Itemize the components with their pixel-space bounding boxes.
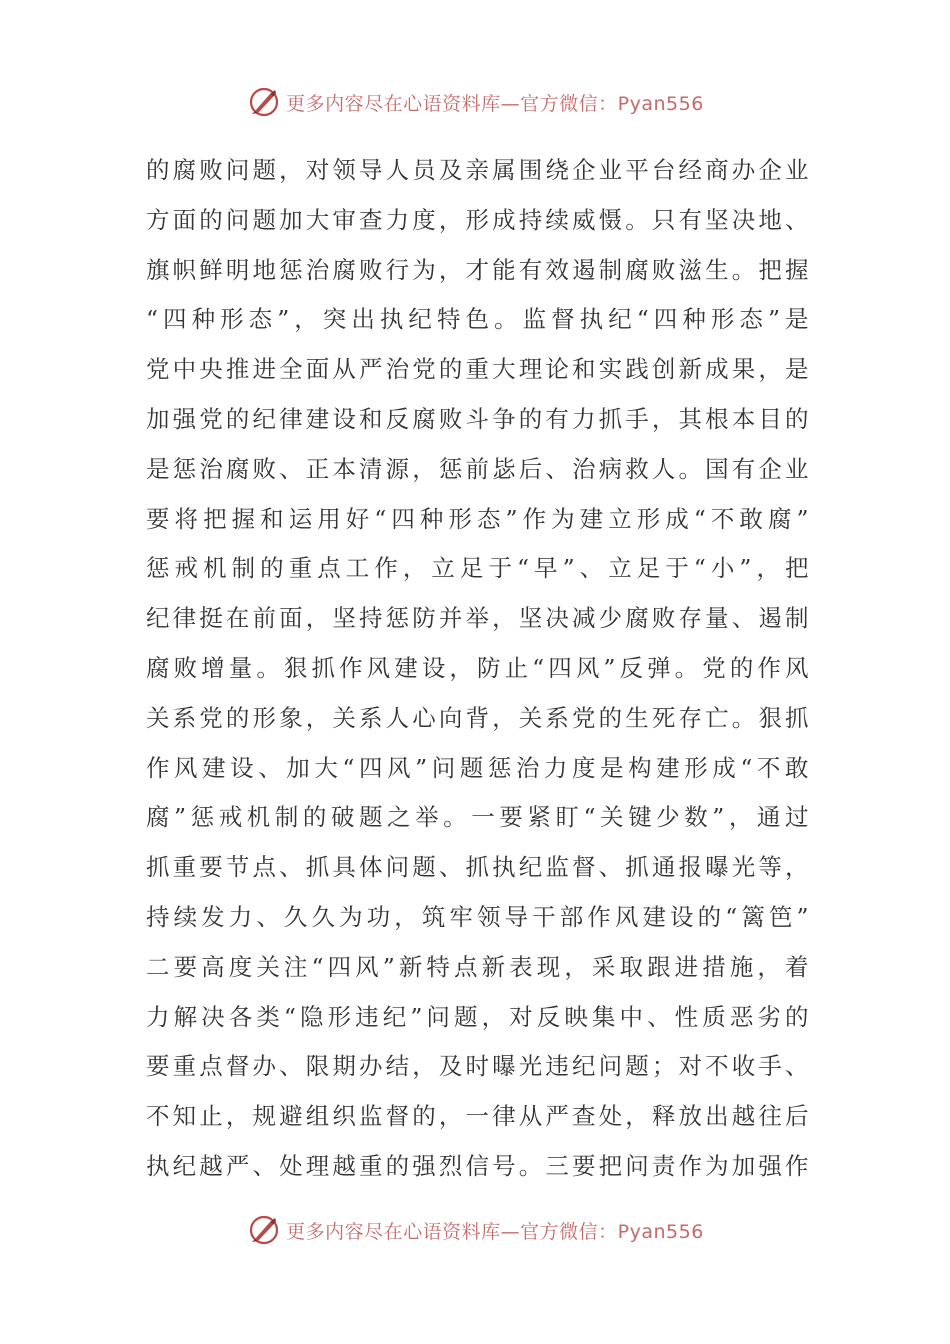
text-line: 要将把握和运用好“四种形态”作为建立形成“不敢腐” xyxy=(146,504,810,533)
text-line: 的腐败问题，对领导人员及亲属围绕企业平台经商办企业 xyxy=(146,156,810,184)
text-line: 持续发力、久久为功，筑牢领导干部作风建设的“篱笆” xyxy=(146,902,810,931)
text-line: 执纪越严、处理越重的强烈信号。三要把问责作为加强作 xyxy=(146,1151,810,1180)
text-line: 要重点督办、限期办结，及时曝光违纪问题；对不收手、 xyxy=(146,1052,810,1081)
text-line: 腐”惩戒机制的破题之举。一要紧盯“关键少数”，通过 xyxy=(146,803,810,832)
header-banner xyxy=(0,80,950,124)
banner-dash: — xyxy=(500,92,521,115)
text-line: 加强党的纪律建设和反腐败斗争的有力抓手，其根本目的 xyxy=(146,404,810,433)
footer-banner-text xyxy=(286,1217,704,1244)
banner-title: 更多内容尽在心语资料库 xyxy=(286,1220,501,1243)
text-line: 抓重要节点、抓具体问题、抓执纪监督、抓通报曝光等， xyxy=(146,853,810,882)
pen-logo-icon xyxy=(246,1212,282,1248)
banner-title: 更多内容尽在心语资料库 xyxy=(286,92,501,115)
header-banner-text xyxy=(286,89,704,116)
text-line: 党中央推进全面从严治党的重大理论和实践创新成果，是 xyxy=(146,355,810,384)
text-line: 不知止，规避组织监督的，一律从严查处，释放出越往后 xyxy=(146,1102,810,1131)
text-line: 力解决各类“隐形违纪”问题，对反映集中、性质恶劣的 xyxy=(146,1002,810,1031)
banner-wechat: 官方微信：Pyan556 xyxy=(520,1220,704,1243)
document-body xyxy=(146,146,810,1192)
pen-logo-icon xyxy=(246,84,282,120)
text-line: 惩戒机制的重点工作，立足于“早”、立足于“小”，把 xyxy=(146,554,810,583)
text-line: 纪律挺在前面，坚持惩防并举，坚决减少腐败存量、遏制 xyxy=(146,604,810,633)
text-line: 是惩治腐败、正本清源，惩前毖后、治病救人。国有企业 xyxy=(146,454,810,483)
text-line: 旗帜鲜明地惩治腐败行为，才能有效遏制腐败滋生。把握 xyxy=(146,255,810,284)
text-line: 关系党的形象，关系人心向背，关系党的生死存亡。狠抓 xyxy=(146,703,810,732)
text-line: 作风建设、加大“四风”问题惩治力度是构建形成“不敢 xyxy=(146,753,810,782)
text-line: “四种形态”，突出执纪特色。监督执纪“四种形态”是 xyxy=(146,305,810,334)
text-line: 二要高度关注“四风”新特点新表现，采取跟进措施，着 xyxy=(146,952,810,981)
footer-banner xyxy=(0,1208,950,1252)
banner-wechat: 官方微信：Pyan556 xyxy=(520,92,704,115)
banner-dash: — xyxy=(500,1220,521,1243)
text-line: 方面的问题加大审查力度，形成持续威慑。只有坚决地、 xyxy=(146,205,810,234)
text-line: 腐败增量。狠抓作风建设，防止“四风”反弹。党的作风 xyxy=(146,653,810,682)
